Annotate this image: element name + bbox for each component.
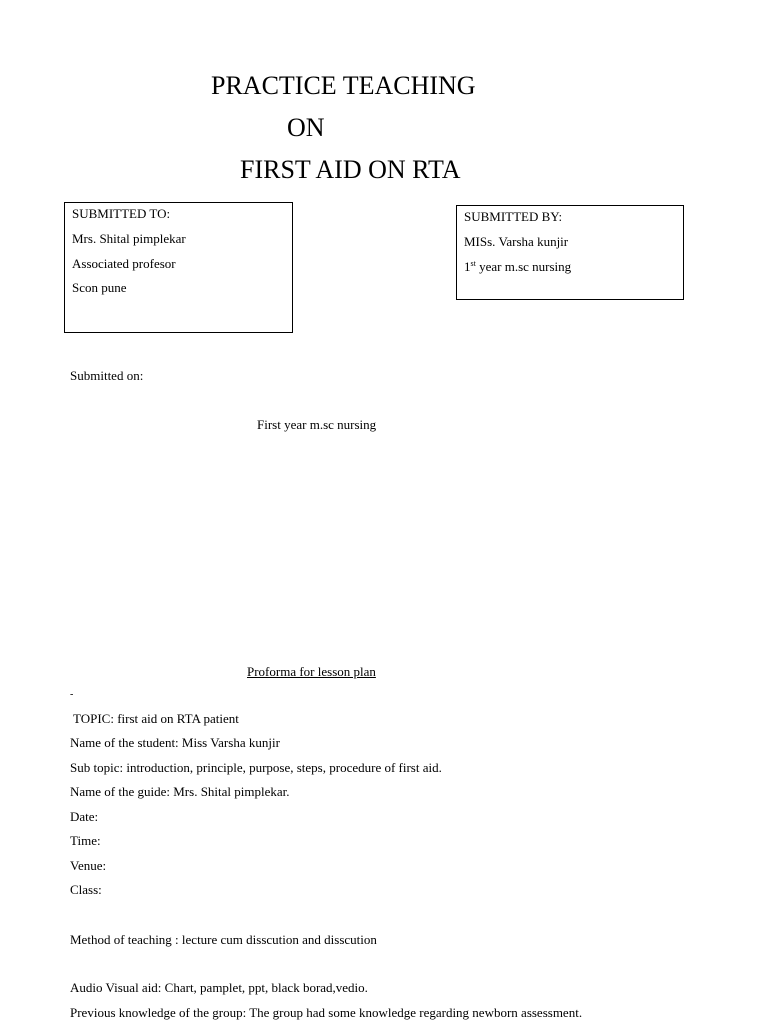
submitted-to-name: Mrs. Shital pimplekar bbox=[72, 231, 186, 246]
title-line-3: FIRST AID ON RTA bbox=[240, 155, 461, 184]
course-label: First year m.sc nursing bbox=[257, 417, 377, 432]
submitted-by-year-suffix: st bbox=[470, 259, 476, 268]
method-line: Method of teaching : lecture cum disscution and disscution bbox=[70, 932, 377, 947]
date-line: Date: bbox=[70, 809, 99, 824]
submitted-to-heading: SUBMITTED TO: bbox=[72, 206, 171, 221]
class-line: Class: bbox=[70, 882, 102, 897]
submitted-to-box bbox=[64, 202, 293, 333]
title-line-1: PRACTICE TEACHING bbox=[211, 71, 476, 100]
topic-line: TOPIC: first aid on RTA patient bbox=[70, 711, 239, 726]
submitted-to-institution: Scon pune bbox=[72, 280, 127, 295]
submitted-to-designation: Associated profesor bbox=[72, 256, 176, 271]
venue-line: Venue: bbox=[70, 858, 107, 873]
guide-name-line: Name of the guide: Mrs. Shital pimplekar. bbox=[70, 784, 290, 799]
submitted-by-heading: SUBMITTED BY: bbox=[464, 209, 563, 224]
time-line: Time: bbox=[70, 833, 101, 848]
av-aid-line: Audio Visual aid: Chart, pamplet, ppt, black borad,vedio. bbox=[70, 980, 368, 995]
sub-topic-line: Sub topic: introduction, principle, purpose, steps, procedure of first aid. bbox=[70, 760, 442, 775]
student-name-line: Name of the student: Miss Varsha kunjir bbox=[70, 735, 280, 750]
dash-mark: - bbox=[70, 689, 74, 700]
submitted-by-name: MISs. Varsha kunjir bbox=[464, 234, 569, 249]
submitted-by-year-number: 1 bbox=[464, 259, 471, 274]
submitted-by-box bbox=[456, 205, 684, 300]
submitted-by-year bbox=[464, 259, 571, 275]
title-line-2: ON bbox=[287, 113, 325, 142]
proforma-heading: Proforma for lesson plan bbox=[247, 664, 376, 679]
submitted-on-label: Submitted on: bbox=[70, 368, 144, 383]
previous-knowledge-line: Previous knowledge of the group: The group had some knowledge regarding newborn assessment. bbox=[70, 1005, 583, 1020]
submitted-by-year-rest: year m.sc nursing bbox=[475, 259, 572, 274]
